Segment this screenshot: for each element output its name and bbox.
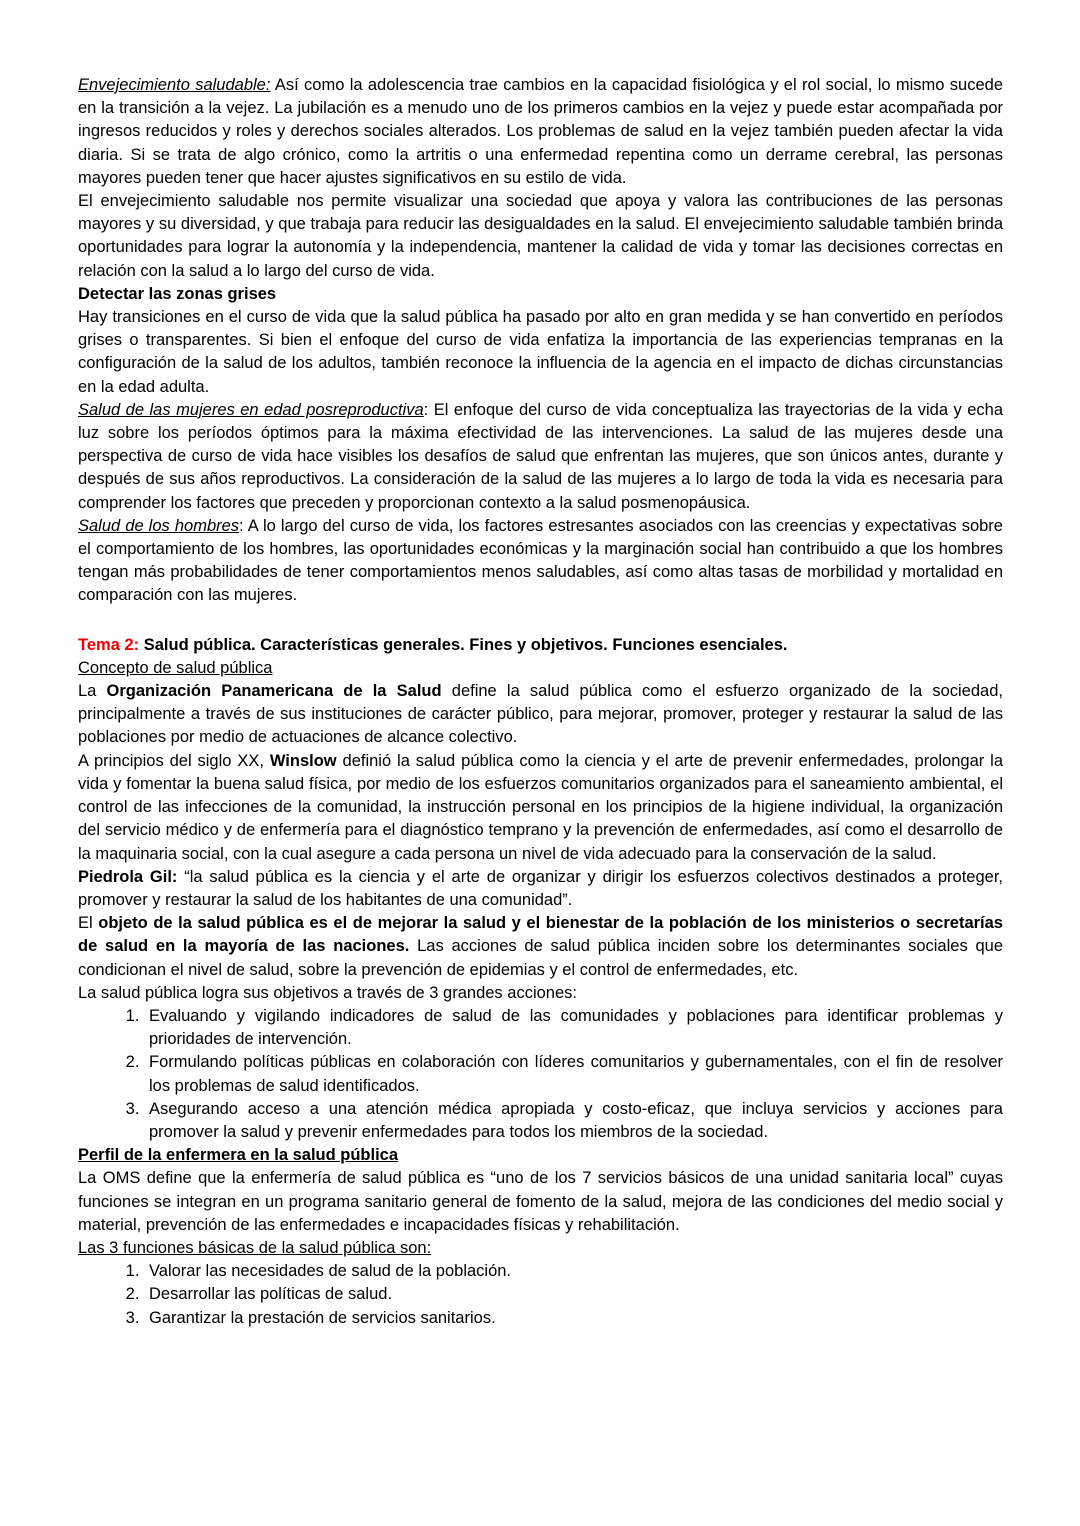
- para-transiciones-zonas-grises: [78, 306, 1003, 399]
- para-envejecimiento-saludable: [78, 74, 1003, 190]
- text-run: Salud de las mujeres en edad posreproductiva: [78, 400, 424, 419]
- text-run: : El enfoque del curso de vida conceptualiza las trayectorias de la vida y echa luz sobre los períodos óptimos para la máxima efectividad de las intervenciones. La salud de las mujeres desde una perspectiva de curso de vida hace visibles los desafíos de salud que enfrentan las mujeres, que son únicos antes, durante y después de sus años reproductivos. La consideración de la salud de las mujeres a lo largo de toda la vida es necesaria para comprender los factores que preceden y proporcionan contexto a la salud posmenopáusica.: [78, 400, 1003, 512]
- text-run: Salud de los hombres: [78, 516, 240, 535]
- text-run: La: [78, 682, 107, 701]
- heading-tres-funciones-basicas: [78, 1237, 1003, 1260]
- list-item: 2. Formulando políticas públicas en colaboración con líderes comunitarios y gubernamentales, con el fin de resolver los problemas de salud identificados.: [144, 1051, 1003, 1097]
- heading-concepto-salud-publica: [78, 657, 1003, 680]
- document-content: [78, 74, 1003, 1330]
- para-winslow-definicion: [78, 750, 1003, 866]
- text-run: Organización Panamericana de la Salud: [106, 682, 442, 701]
- text-run: Las acciones de salud pública inciden sobre los determinantes sociales que condicionan el nivel de salud, sobre la prevención de epidemias y el control de enfermedades, etc.: [78, 937, 1004, 979]
- heading-detectar-zonas-grises: [78, 283, 1003, 306]
- text-run: define la salud pública como el esfuerzo organizado de la sociedad, principalmente a través de sus instituciones de carácter público, para mejorar, promover, proteger y restaurar la salud de las poblaciones por medio de actuaciones de alcance colectivo.: [78, 682, 1003, 747]
- list-tres-funciones-basicas: [78, 1260, 1003, 1330]
- list-item: 2. Desarrollar las políticas de salud.: [144, 1283, 1003, 1306]
- text-run: Envejecimiento saludable:: [78, 76, 271, 94]
- text-run: Detectar las zonas grises: [78, 284, 277, 303]
- text-run: Piedrola Gil:: [78, 867, 178, 886]
- text-run: Concepto de salud pública: [78, 658, 273, 677]
- section-gap: [78, 608, 1003, 634]
- text-run: Así como la adolescencia trae cambios en la capacidad fisiológica y el rol social, lo mismo sucede en la transición a la vejez. La jubilación es a menudo uno de los primeros cambios en la vejez y puede estar acompañada por ingresos reducidos y roles y derechos sociales alterados. Los problemas de salud en la vejez también pueden afectar la vida diaria. Si se trata de algo crónico, como la artritis o una enfermedad repentina como un derrame cerebral, las personas mayores pueden tener que hacer ajustes significativos en su estilo de vida.: [78, 76, 1003, 187]
- text-run: La salud pública logra sus objetivos a través de 3 grandes acciones:: [78, 983, 577, 1002]
- para-tres-grandes-acciones: [78, 982, 1003, 1005]
- text-run: objeto de la salud pública es el de mejorar la salud y el bienestar de la población de los ministerios o secretarías de salud en la mayoría de las naciones.: [78, 914, 1003, 956]
- list-item: 3. Garantizar la prestación de servicios sanitarios.: [144, 1307, 1003, 1330]
- text-run: El envejecimiento saludable nos permite visualizar una sociedad que apoya y valora las contribuciones de las personas mayores y su diversidad, y que trabaja para reducir las desigualdades en la salud. El envejecimiento saludable también brinda oportunidades para lograr la autonomía y la independencia, mantener la calidad de vida y tomar las decisiones correctas en relación con la salud a lo largo del curso de vida.: [78, 192, 1003, 280]
- heading-perfil-enfermera: [78, 1144, 1003, 1167]
- para-ops-definicion: [78, 680, 1003, 750]
- text-run: A principios del siglo XX,: [78, 751, 270, 770]
- list-item: 1. Evaluando y vigilando indicadores de salud de las comunidades y poblaciones para identificar problemas y prioridades de intervención.: [144, 1005, 1003, 1051]
- para-oms-enfermeria: [78, 1167, 1003, 1237]
- text-run: Salud pública. Características generales. Fines y objetivos. Funciones esenciales.: [139, 635, 788, 654]
- para-salud-hombres: [78, 515, 1003, 608]
- para-objeto-salud-publica: [78, 912, 1003, 982]
- text-run: Perfil de la enfermera en la salud pública: [78, 1146, 399, 1165]
- text-run: La OMS define que la enfermería de salud pública es “uno de los 7 servicios básicos de una unidad sanitaria local” cuyas funciones se integran en un programa sanitario general de fomento de la salud, mejora de las condiciones del medio social y material, prevención de las enfermedades e incapacidades físicas y rehabilitación.: [78, 1169, 1003, 1234]
- para-piedrola-gil: [78, 866, 1003, 912]
- text-run: “la salud pública es la ciencia y el arte de organizar y dirigir los esfuerzos colectivos destinados a proteger, promover y restaurar la salud de los habitantes de una comunidad”.: [78, 867, 1003, 909]
- text-run: : A lo largo del curso de vida, los factores estresantes asociados con las creencias y expectativas sobre el comportamiento de los hombres, las oportunidades económicas y la marginación social han contribuido a que los hombres tengan más probabilidades de tener comportamientos menos saludables, así como altas tasas de morbilidad y mortalidad en comparación con las mujeres.: [78, 516, 1003, 605]
- heading-tema-2: [78, 634, 1003, 657]
- list-item: 1. Valorar las necesidades de salud de la población.: [144, 1260, 1003, 1283]
- para-envejecimiento-sociedad: [78, 190, 1003, 283]
- text-run: El: [78, 914, 99, 933]
- text-run: Tema 2:: [78, 635, 140, 654]
- text-run: Las 3 funciones básicas de la salud pública son:: [78, 1238, 432, 1257]
- text-run: Winslow: [269, 751, 337, 770]
- text-run: Hay transiciones en el curso de vida que la salud pública ha pasado por alto en gran medida y se han convertido en períodos grises o transparentes. Si bien el enfoque del curso de vida enfatiza la importancia de las experiencias tempranas en la configuración de la salud de los adultos, también reconoce la influencia de la agencia en el impacto de dichas circunstancias en la edad adulta.: [78, 308, 1003, 396]
- list-tres-grandes-acciones: [78, 1005, 1003, 1144]
- text-run: definió la salud pública como la ciencia y el arte de prevenir enfermedades, prolongar la vida y fomentar la buena salud física, por medio de los esfuerzos comunitarios organizados para el saneamiento ambiental, el control de las infecciones de la comunidad, la instrucción personal en los principios de la higiene individual, la organización del servicio médico y de enfermería para el diagnóstico temprano y la prevención de enfermedades, así como el desarrollo de la maquinaria social, con la cual asegure a cada persona un nivel de vida adecuado para la conservación de la salud.: [78, 751, 1003, 863]
- list-item: 3. Asegurando acceso a una atención médica apropiada y costo-eficaz, que incluya servicios y acciones para promover la salud y prevenir enfermedades para todos los miembros de la sociedad.: [144, 1098, 1003, 1144]
- para-salud-mujeres-posreproductiva: [78, 399, 1003, 515]
